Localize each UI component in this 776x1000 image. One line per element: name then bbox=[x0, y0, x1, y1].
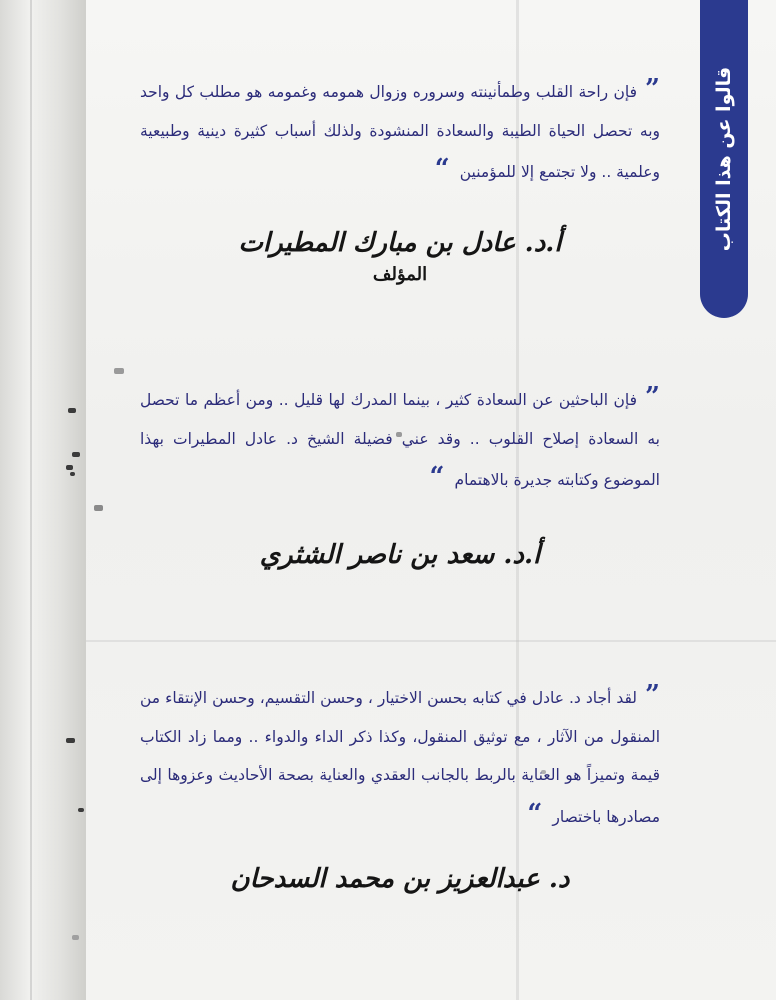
testimonial-3-text: ”لقد أجاد د. عادل في كتابه بحسن الاختيار ، وحسن التقسيم، وحسن الإنتقاء من المنقول من الآثار ، مع توثيق المنقول، وكذا ذكر الداء والدواء .. ومما زاد الكتاب قيمة وتميزاً هو العناية بالربط بالجانب العقدي والعناية بصحة الأحاديث وعزوها إلى مصادرها باختصار“ bbox=[140, 680, 660, 829]
testimonial-3 bbox=[140, 676, 660, 894]
testimonial-2 bbox=[140, 378, 660, 570]
section-tab bbox=[700, 0, 748, 318]
close-quote-icon: “ bbox=[434, 154, 450, 184]
open-quote-icon: ” bbox=[645, 74, 660, 104]
close-quote-icon: “ bbox=[527, 798, 543, 829]
testimonial-1-signature: أ.د. عادل بن مبارك المطيرات bbox=[238, 227, 562, 258]
close-quote-icon: “ bbox=[429, 462, 445, 492]
section-tab-title: قالوا عن هذا الكتاب bbox=[713, 66, 735, 252]
book-spine-edge bbox=[0, 0, 86, 1000]
testimonial-3-signature: د. عبدالعزيز بن محمد السدحان bbox=[230, 864, 570, 894]
testimonial-2-text: ”فإن الباحثين عن السعادة كثير ، بينما المدرك لها قليل .. ومن أعظم ما تحصل به السعادة إصلاح القلوب .. وقد عني فضيلة الشيخ د. عادل المطيرات بهذا الموضوع وكتابته جديرة بالاهتمام“ bbox=[140, 382, 660, 492]
open-quote-icon: ” bbox=[645, 382, 660, 412]
open-quote-icon: ” bbox=[645, 680, 660, 710]
testimonial-1-role: المؤلف bbox=[372, 263, 428, 285]
testimonial-1-text: ”فإن راحة القلب وطمأنينته وسروره وزوال همومه وغمومه هو مطلب كل واحد وبه تحصل الحياة الطيبة والسعادة المنشودة ولذلك أسباب كثيرة دينية وطبيعية وعلمية .. ولا تجتمع إلا للمؤمنين“ bbox=[140, 74, 660, 184]
testimonial-2-signature: أ.د. سعد بن ناصر الشثري bbox=[259, 539, 541, 570]
testimonial-1 bbox=[140, 70, 660, 285]
